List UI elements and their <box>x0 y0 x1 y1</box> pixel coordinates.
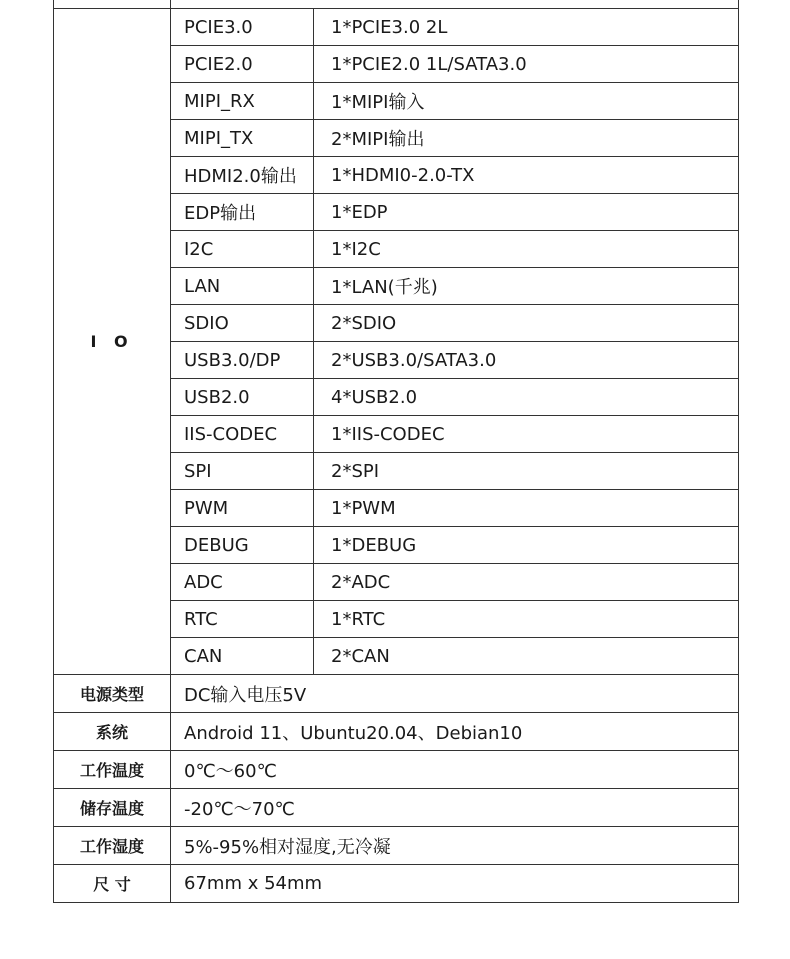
previous-section-cell <box>171 0 739 9</box>
interface-value: 2*MIPI输出 <box>314 120 739 157</box>
interface-value: 1*RTC <box>314 601 739 638</box>
spec-table <box>53 0 739 903</box>
table-row <box>54 713 739 751</box>
interface-name: HDMI2.0输出 <box>171 157 314 194</box>
interface-value: 2*CAN <box>314 638 739 675</box>
interface-value: 2*SDIO <box>314 305 739 342</box>
interface-name: IIS-CODEC <box>171 416 314 453</box>
interface-name: PWM <box>171 490 314 527</box>
previous-section-cell <box>54 0 171 9</box>
io-category-label: I O <box>54 9 171 675</box>
interface-name: EDP输出 <box>171 194 314 231</box>
table-row <box>54 827 739 865</box>
interface-name: RTC <box>171 601 314 638</box>
interface-value: 1*EDP <box>314 194 739 231</box>
interface-value: 1*PCIE3.0 2L <box>314 9 739 46</box>
interface-name: PCIE2.0 <box>171 46 314 83</box>
interface-value: 1*DEBUG <box>314 527 739 564</box>
interface-value: 1*LAN(千兆) <box>314 268 739 305</box>
spec-value: Android 11、Ubuntu20.04、Debian10 <box>171 713 739 751</box>
table-row <box>54 751 739 789</box>
interface-value: 1*MIPI输入 <box>314 83 739 120</box>
interface-value: 1*HDMI0-2.0-TX <box>314 157 739 194</box>
spec-label: 尺 寸 <box>54 865 171 903</box>
table-row <box>54 9 739 46</box>
interface-name: PCIE3.0 <box>171 9 314 46</box>
spec-value: 0℃～60℃ <box>171 751 739 789</box>
interface-value: 2*SPI <box>314 453 739 490</box>
interface-name: MIPI_RX <box>171 83 314 120</box>
spec-value: -20℃～70℃ <box>171 789 739 827</box>
interface-name: USB3.0/DP <box>171 342 314 379</box>
spec-value: 67mm x 54mm <box>171 865 739 903</box>
interface-value: 2*USB3.0/SATA3.0 <box>314 342 739 379</box>
spec-value: 5%-95%相对湿度,无冷凝 <box>171 827 739 865</box>
interface-value: 1*PWM <box>314 490 739 527</box>
spec-label: 系统 <box>54 713 171 751</box>
spec-label: 电源类型 <box>54 675 171 713</box>
interface-value: 2*ADC <box>314 564 739 601</box>
table-row <box>54 865 739 903</box>
spec-label: 工作湿度 <box>54 827 171 865</box>
interface-name: SPI <box>171 453 314 490</box>
spec-value: DC输入电压5V <box>171 675 739 713</box>
interface-value: 1*PCIE2.0 1L/SATA3.0 <box>314 46 739 83</box>
spec-label: 工作温度 <box>54 751 171 789</box>
interface-value: 1*I2C <box>314 231 739 268</box>
interface-name: ADC <box>171 564 314 601</box>
table-row-previous-section <box>54 0 739 9</box>
interface-name: SDIO <box>171 305 314 342</box>
interface-name: MIPI_TX <box>171 120 314 157</box>
table-row <box>54 789 739 827</box>
interface-name: USB2.0 <box>171 379 314 416</box>
table-row <box>54 675 739 713</box>
interface-value: 4*USB2.0 <box>314 379 739 416</box>
interface-name: I2C <box>171 231 314 268</box>
interface-name: LAN <box>171 268 314 305</box>
interface-value: 1*IIS-CODEC <box>314 416 739 453</box>
interface-name: DEBUG <box>171 527 314 564</box>
spec-label: 储存温度 <box>54 789 171 827</box>
interface-name: CAN <box>171 638 314 675</box>
